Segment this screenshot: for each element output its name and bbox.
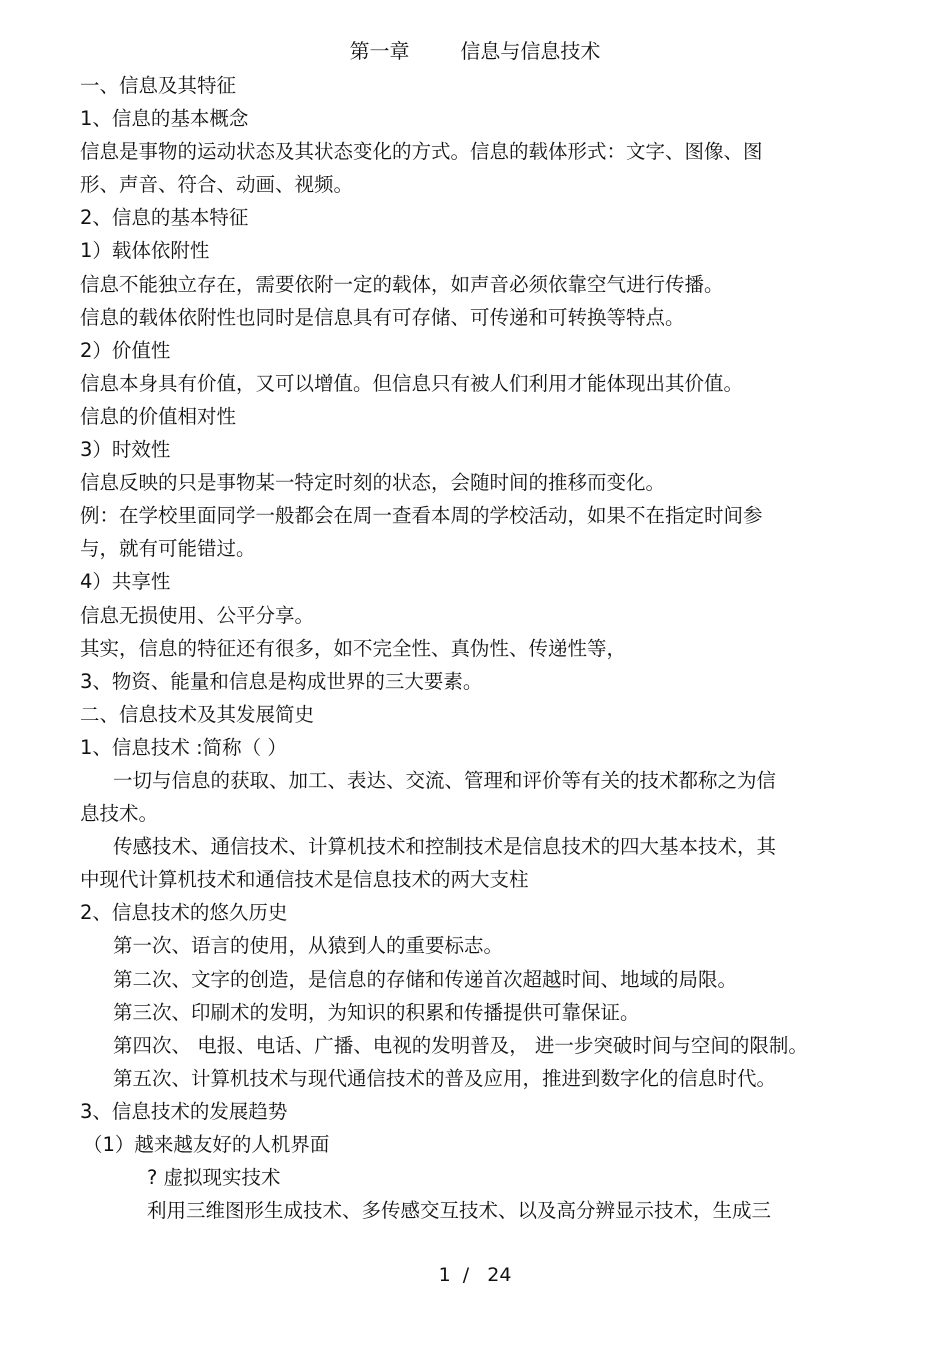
item-heading: 2）价值性 (80, 338, 171, 362)
history-item: 第二次、文字的创造，是信息的存储和传递首次超越时间、地域的局限。 (113, 967, 738, 991)
text-line: 利用三维图形生成技术、多传感交互技术、以及高分辨显示技术，生成三 (147, 1199, 772, 1223)
page-number: 1 / 24 (438, 1264, 512, 1286)
text-line: 信息的价值相对性 (80, 404, 237, 428)
subsection-heading: 1、信息的基本概念 (80, 107, 249, 131)
trend-heading: （1）越来越友好的人机界面 (83, 1133, 330, 1156)
text-line: 一切与信息的获取、加工、表达、交流、管理和评价等有关的技术都称之为信 (113, 768, 777, 792)
subsection-heading: 3、信息技术的发展趋势 (80, 1099, 288, 1123)
text-line: 信息反映的只是事物某一特定时刻的状态，会随时间的推移而变化。 (80, 471, 666, 495)
section-heading: 二、信息技术及其发展简史 (80, 702, 315, 726)
subsection-heading: 3、物资、能量和信息是构成世界的三大要素。 (80, 669, 483, 693)
subsection-heading: 1、信息技术 :简称（ ） (80, 735, 287, 759)
item-heading: 3）时效性 (80, 438, 171, 462)
text-line: 例：在学校里面同学一般都会在周一查看本周的学校活动，如果不在指定时间参 (80, 504, 763, 528)
text-line: 形、声音、符合、动画、视频。 (80, 173, 354, 197)
text-line: 中现代计算机技术和通信技术是信息技术的两大支柱 (80, 868, 529, 892)
bullet-item: ? 虚拟现实技术 (147, 1166, 281, 1190)
item-heading: 4）共享性 (80, 570, 171, 594)
text-line: 传感技术、通信技术、计算机技术和控制技术是信息技术的四大基本技术，其 (113, 835, 777, 859)
section-heading: 一、信息及其特征 (80, 74, 237, 97)
subsection-heading: 2、信息技术的悠久历史 (80, 901, 288, 925)
text-line: 信息是事物的运动状态及其状态变化的方式。信息的载体形式：文字、图像、图 (80, 140, 763, 164)
text-line: 信息的载体依附性也同时是信息具有可存储、可传递和可转换等特点。 (80, 305, 685, 329)
text-line: 信息不能独立存在，需要依附一定的载体，如声音必须依靠空气进行传播。 (80, 272, 724, 296)
history-item: 第五次、计算机技术与现代通信技术的普及应用，推进到数字化的信息时代。 (113, 1066, 777, 1090)
text-line: 信息本身具有价值，又可以增值。但信息只有被人们利用才能体现出其价值。 (80, 371, 744, 395)
text-line: 其实，信息的特征还有很多，如不完全性、真伪性、传递性等， (80, 636, 627, 660)
history-item: 第三次、印刷术的发明，为知识的积累和传播提供可靠保证。 (113, 1000, 640, 1024)
subsection-heading: 2、信息的基本特征 (80, 206, 249, 230)
text-line: 息技术。 (80, 802, 159, 826)
chapter-title: 第一章 信息与信息技术 (349, 39, 601, 63)
history-item: 第一次、语言的使用，从猿到人的重要标志。 (113, 934, 504, 958)
text-line: 信息无损使用、公平分享。 (80, 603, 315, 627)
text-line: 与，就有可能错过。 (80, 537, 256, 561)
history-item: 第四次、 电报、电话、广播、电视的发明普及， 进一步突破时间与空间的限制。 (113, 1033, 808, 1057)
document-body (80, 69, 940, 1227)
item-heading: 1）载体依附性 (80, 239, 210, 263)
